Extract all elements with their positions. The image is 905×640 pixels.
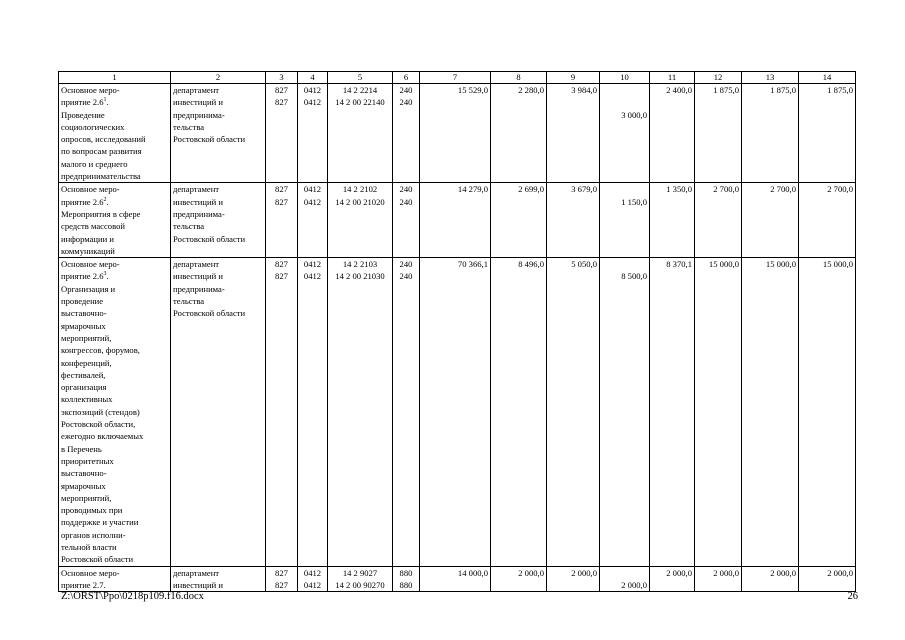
amount-cell: 1 150,0 bbox=[600, 183, 650, 258]
executor-cell: департамент инвестиций и предпринима- тельства Ростовской области bbox=[171, 84, 266, 183]
activity-name-cell: Основное меро- приятие $2.6^2$. Мероприятия в сфере средств массовой информации и коммуникаций bbox=[59, 183, 171, 258]
amount-cell: 2 000,0 bbox=[695, 566, 742, 592]
column-number: 4 bbox=[298, 72, 328, 84]
table-row bbox=[59, 183, 856, 258]
amount-cell: 3 679,0 bbox=[547, 183, 600, 258]
footnote-marker: 2 bbox=[103, 196, 107, 203]
amount-cell: 1 875,0 bbox=[695, 84, 742, 183]
budget-table bbox=[58, 71, 856, 592]
amount-cell: 1 875,0 bbox=[742, 84, 799, 183]
amount-cell: 1 875,0 bbox=[799, 84, 856, 183]
column-number: 2 bbox=[171, 72, 266, 84]
amount-cell: 2 000,0 bbox=[650, 566, 695, 592]
target-article-cell: 14 2 9027 14 2 00 90270 bbox=[328, 566, 393, 592]
expense-type-cell: 240 240 bbox=[393, 183, 420, 258]
amount-cell: 2 699,0 bbox=[491, 183, 547, 258]
amount-cell: 5 050,0 bbox=[547, 258, 600, 566]
column-number: 7 bbox=[420, 72, 491, 84]
section-code-cell: 0412 0412 bbox=[298, 183, 328, 258]
total-amount-cell: 70 366,1 bbox=[420, 258, 491, 566]
total-amount-cell: 14 000,0 bbox=[420, 566, 491, 592]
column-number: 1 bbox=[59, 72, 171, 84]
expense-type-cell: 880 880 bbox=[393, 566, 420, 592]
amount-cell: 2 700,0 bbox=[695, 183, 742, 258]
amount-cell: 2 400,0 bbox=[650, 84, 695, 183]
ministry-code-cell: 827 827 bbox=[266, 258, 298, 566]
ministry-code-cell: 827 827 bbox=[266, 183, 298, 258]
amount-cell: 2 000,0 bbox=[491, 566, 547, 592]
amount-cell: 2 700,0 bbox=[742, 183, 799, 258]
table-row bbox=[59, 566, 856, 592]
amount-cell: 8 370,1 bbox=[650, 258, 695, 566]
executor-cell: департамент инвестиций и предпринима- тельства Ростовской области bbox=[171, 183, 266, 258]
amount-cell: 2 000,0 bbox=[742, 566, 799, 592]
target-article-cell: 14 2 2102 14 2 00 21020 bbox=[328, 183, 393, 258]
target-article-cell: 14 2 2214 14 2 00 22140 bbox=[328, 84, 393, 183]
column-number: 14 bbox=[799, 72, 856, 84]
amount-cell: 2 280,0 bbox=[491, 84, 547, 183]
column-number: 3 bbox=[266, 72, 298, 84]
column-number: 6 bbox=[393, 72, 420, 84]
column-number: 9 bbox=[547, 72, 600, 84]
ministry-code-cell: 827 827 bbox=[266, 566, 298, 592]
activity-name-cell: Основное меро- приятие 2.7. bbox=[59, 566, 171, 592]
amount-cell: 8 496,0 bbox=[491, 258, 547, 566]
expense-type-cell: 240 240 bbox=[393, 84, 420, 183]
amount-cell: 15 000,0 bbox=[742, 258, 799, 566]
executor-cell: департамент инвестиций и bbox=[171, 566, 266, 592]
amount-cell: 15 000,0 bbox=[695, 258, 742, 566]
amount-cell: 1 350,0 bbox=[650, 183, 695, 258]
section-code-cell: 0412 0412 bbox=[298, 258, 328, 566]
expense-type-cell: 240 240 bbox=[393, 258, 420, 566]
executor-cell: департамент инвестиций и предпринима- тельства Ростовской области bbox=[171, 258, 266, 566]
amount-cell: 2 000,0 bbox=[799, 566, 856, 592]
total-amount-cell: 15 529,0 bbox=[420, 84, 491, 183]
activity-name-cell: Основное меро- приятие $2.6^1$. Проведение социологических опросов, исследований по вопросам развития малого и среднего предпринимательства bbox=[59, 84, 171, 183]
column-number: 11 bbox=[650, 72, 695, 84]
activity-name-line: Основное меро- bbox=[61, 85, 120, 95]
table-row bbox=[59, 258, 856, 566]
column-number: 8 bbox=[491, 72, 547, 84]
amount-cell: 8 500,0 bbox=[600, 258, 650, 566]
target-article-cell: 14 2 2103 14 2 00 21030 bbox=[328, 258, 393, 566]
page-number: 26 bbox=[847, 591, 858, 602]
column-number: 13 bbox=[742, 72, 799, 84]
amount-cell: 2 000,0 bbox=[600, 566, 650, 592]
column-number-row bbox=[59, 72, 856, 84]
amount-cell: 2 000,0 bbox=[547, 566, 600, 592]
column-number: 5 bbox=[328, 72, 393, 84]
amount-cell: 15 000,0 bbox=[799, 258, 856, 566]
activity-name-line: приятие $2.6^1$. bbox=[61, 97, 109, 108]
amount-cell: 3 000,0 bbox=[600, 84, 650, 183]
section-code-cell: 0412 0412 bbox=[298, 84, 328, 183]
activity-name-cell: Основное меро- приятие $2.6^3$. Организация и проведение выставочно- ярмарочных мероприятий, конгрессов, форумов, конференций, фестивалей, организация коллективных экспозиций (стендов) Ростовской области, ежегодно включаемых в Перечень приоритетных выставочно- ярмарочных мероприятий, проводимых при поддержке и участии органов исполни- тельной власти Ростовской области bbox=[59, 258, 171, 566]
amount-cell: 3 984,0 bbox=[547, 84, 600, 183]
footnote-marker: 3 bbox=[103, 271, 107, 278]
ministry-code-cell: 827 827 bbox=[266, 84, 298, 183]
total-amount-cell: 14 279,0 bbox=[420, 183, 491, 258]
file-path-footer: Z:\ORST\Ppo\0218p109.f16.docx bbox=[61, 591, 204, 602]
footnote-marker: 1 bbox=[103, 97, 107, 104]
table-row bbox=[59, 84, 856, 183]
column-number: 12 bbox=[695, 72, 742, 84]
amount-cell: 2 700,0 bbox=[799, 183, 856, 258]
column-number: 10 bbox=[600, 72, 650, 84]
section-code-cell: 0412 0412 bbox=[298, 566, 328, 592]
